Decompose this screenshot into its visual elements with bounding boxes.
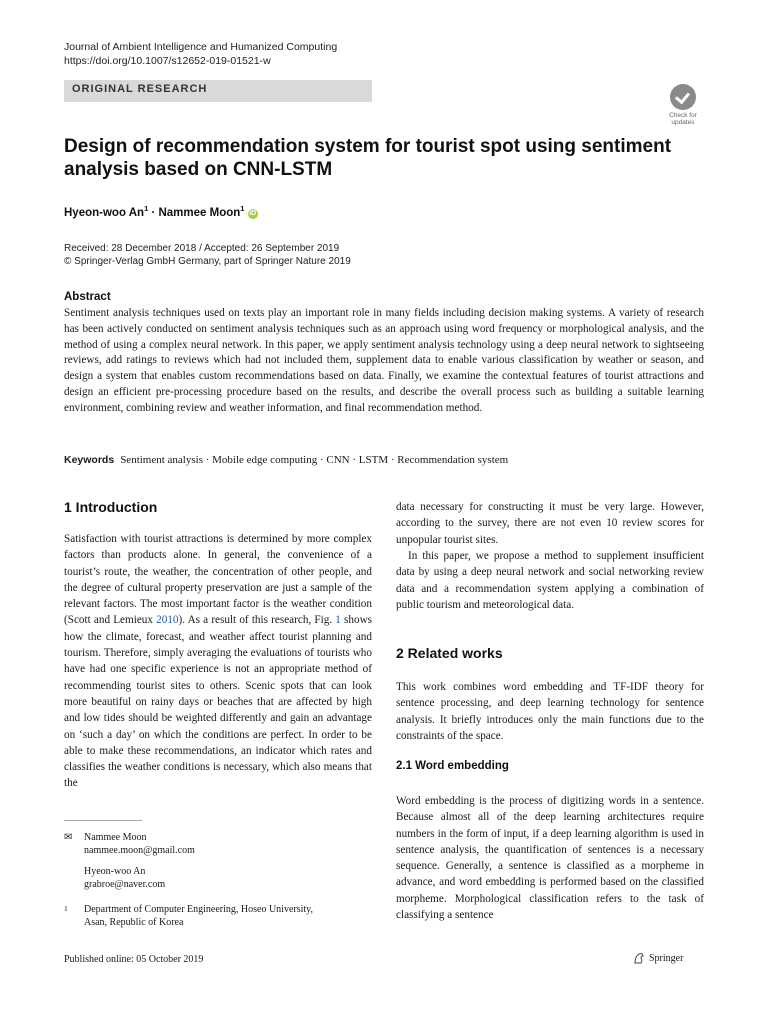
word-embedding-paragraph: Word embedding is the process of digitizing words in a sentence. Because almost all of the deep learning architectures require numbers in the form of input, if a deep learning algorithm is used in sentence analysis, the quantification of sentences is a necessary sequence. Generally, a sentence is classified as a morpheme in advance, and word embedding is performed based on the classified morpheme. Morphological classification refers to the task of classifying a sentence	[396, 795, 704, 922]
publisher-logo	[632, 951, 683, 965]
keywords	[64, 454, 508, 466]
check-for-updates-badge[interactable]	[664, 84, 702, 124]
footnote-divider	[64, 820, 142, 821]
second-author-email[interactable]: grabroe@naver.com	[84, 879, 166, 890]
copyright: © Springer-Verlag GmbH Germany, part of Springer Nature 2019	[64, 256, 351, 267]
received-accepted: Received: 28 December 2018 / Accepted: 26 September 2019	[64, 243, 340, 254]
publisher-name: Springer	[649, 952, 684, 964]
doi-link[interactable]: https://doi.org/10.1007/s12652-019-01521-w	[64, 55, 271, 67]
affiliation-line-1: Department of Computer Engineering, Hoseo University,	[84, 904, 314, 915]
author-list	[64, 204, 258, 219]
second-author-name: Hyeon-woo An	[84, 866, 146, 877]
subsection-heading-word-embedding: 2.1 Word embedding	[396, 760, 509, 772]
corresponding-author-email[interactable]: nammee.moon@gmail.com	[84, 845, 195, 856]
related-works-paragraph: This work combines word embedding and TF-IDF theory for sentence processing, and deep learning technology for sentence analysis. It briefly introduces only the main functions due to the constraints of the space.	[396, 681, 704, 742]
author-2[interactable]: Nammee Moon	[158, 206, 241, 219]
mail-icon: ✉	[64, 832, 73, 843]
article-title	[64, 135, 684, 181]
published-online-date: Published online: 05 October 2019	[64, 954, 204, 965]
title-line-1: Design of recommendation system for tourist spot using sentiment	[64, 136, 672, 157]
journal-header	[64, 40, 337, 68]
springer-horse-icon	[632, 951, 646, 965]
keywords-label: Keywords	[64, 454, 115, 466]
figure-link[interactable]: 1	[335, 614, 341, 627]
affiliation-line-2: Asan, Republic of Korea	[84, 917, 184, 928]
section-label: ORIGINAL RESEARCH	[72, 83, 208, 95]
author-2-affiliation: 1	[240, 204, 245, 213]
citation-link[interactable]: 2010	[156, 614, 179, 627]
check-updates-label: Check for updates	[669, 112, 697, 126]
author-separator: ·	[148, 206, 159, 219]
affiliation	[84, 903, 313, 929]
author-1[interactable]: Hyeon-woo An	[64, 206, 145, 219]
abstract-text: Sentiment analysis techniques used on texts play an important role in many fields including decision making systems. A variety of research has been actively conducted on sentiment analysis techniques such as an approach using word frequency or morphological analysis, and the method of using a complex neural network. In this paper, we apply sentiment analysis technology using a deep neural network to sightseeing reviews, add ratings to reviews which had not included them, supplement data to enable various classification by weather or season, and design a system that enables custom recommendations based on data. Finally, we examine the contextual features of tourist attractions and design an efficient pre-processing procedure based on the results, and describe the overall process such as building a suitable learning environment, combining review and weather information, and final recommendation method.	[64, 307, 704, 414]
keywords-text: Sentiment analysis · Mobile edge computing · CNN · LSTM · Recommendation system	[120, 454, 509, 466]
correspondence-block	[84, 831, 195, 891]
title-line-2: analysis based on CNN-LSTM	[64, 159, 333, 180]
check-updates-icon	[670, 84, 696, 110]
journal-name: Journal of Ambient Intelligence and Humanized Computing	[64, 41, 338, 53]
introduction-paragraph: Satisfaction with tourist attractions is determined by more complex factors than products alone. In general, the convenience of a tourist’s route, the weather, the concentration of other people, and the degree of cultural property preservation are just a sample of the relevant factors. The most important factor is the weather condition (Scott and Lemieux 2010). As a result of this research, Fig. 1 shows how the climate, forecast, and weather affect tourist planning and tourism. Therefore, simply averaging the evaluations of tourists who have had one specific experience is not an appropriate method of recommending tourist sites to others. Scenic spots that can look more beautiful on rainy days or beaches that are affected by high and low tides should be weighted differently and gain an advantage on ‘such a day’ on which the conditions are perfect. In order to be able to make these recommendations, an indicator which rates and classifies the weather conditions is necessary, which also means that the	[64, 533, 372, 790]
section-label-bar	[64, 80, 372, 102]
introduction-continued: data necessary for constructing it must be very large. However, according to the survey, there are not even 10 review scores for unpopular tourist sites.	[396, 501, 704, 546]
corresponding-author-name: Nammee Moon	[84, 832, 147, 843]
introduction-paragraph-2: In this paper, we propose a method to supplement insufficient data by using a deep neural network and social networking review data and a recommendation system applying a combination of public tourism and meteorological data.	[396, 550, 704, 611]
publication-dates	[64, 242, 351, 268]
affiliation-number: 1	[64, 904, 68, 913]
abstract-heading: Abstract	[64, 291, 111, 303]
section-heading-related-works: 2 Related works	[396, 645, 503, 661]
author-1-affiliation: 1	[144, 204, 149, 213]
section-heading-introduction: 1 Introduction	[64, 499, 158, 515]
orcid-icon[interactable]: iD	[249, 209, 257, 217]
